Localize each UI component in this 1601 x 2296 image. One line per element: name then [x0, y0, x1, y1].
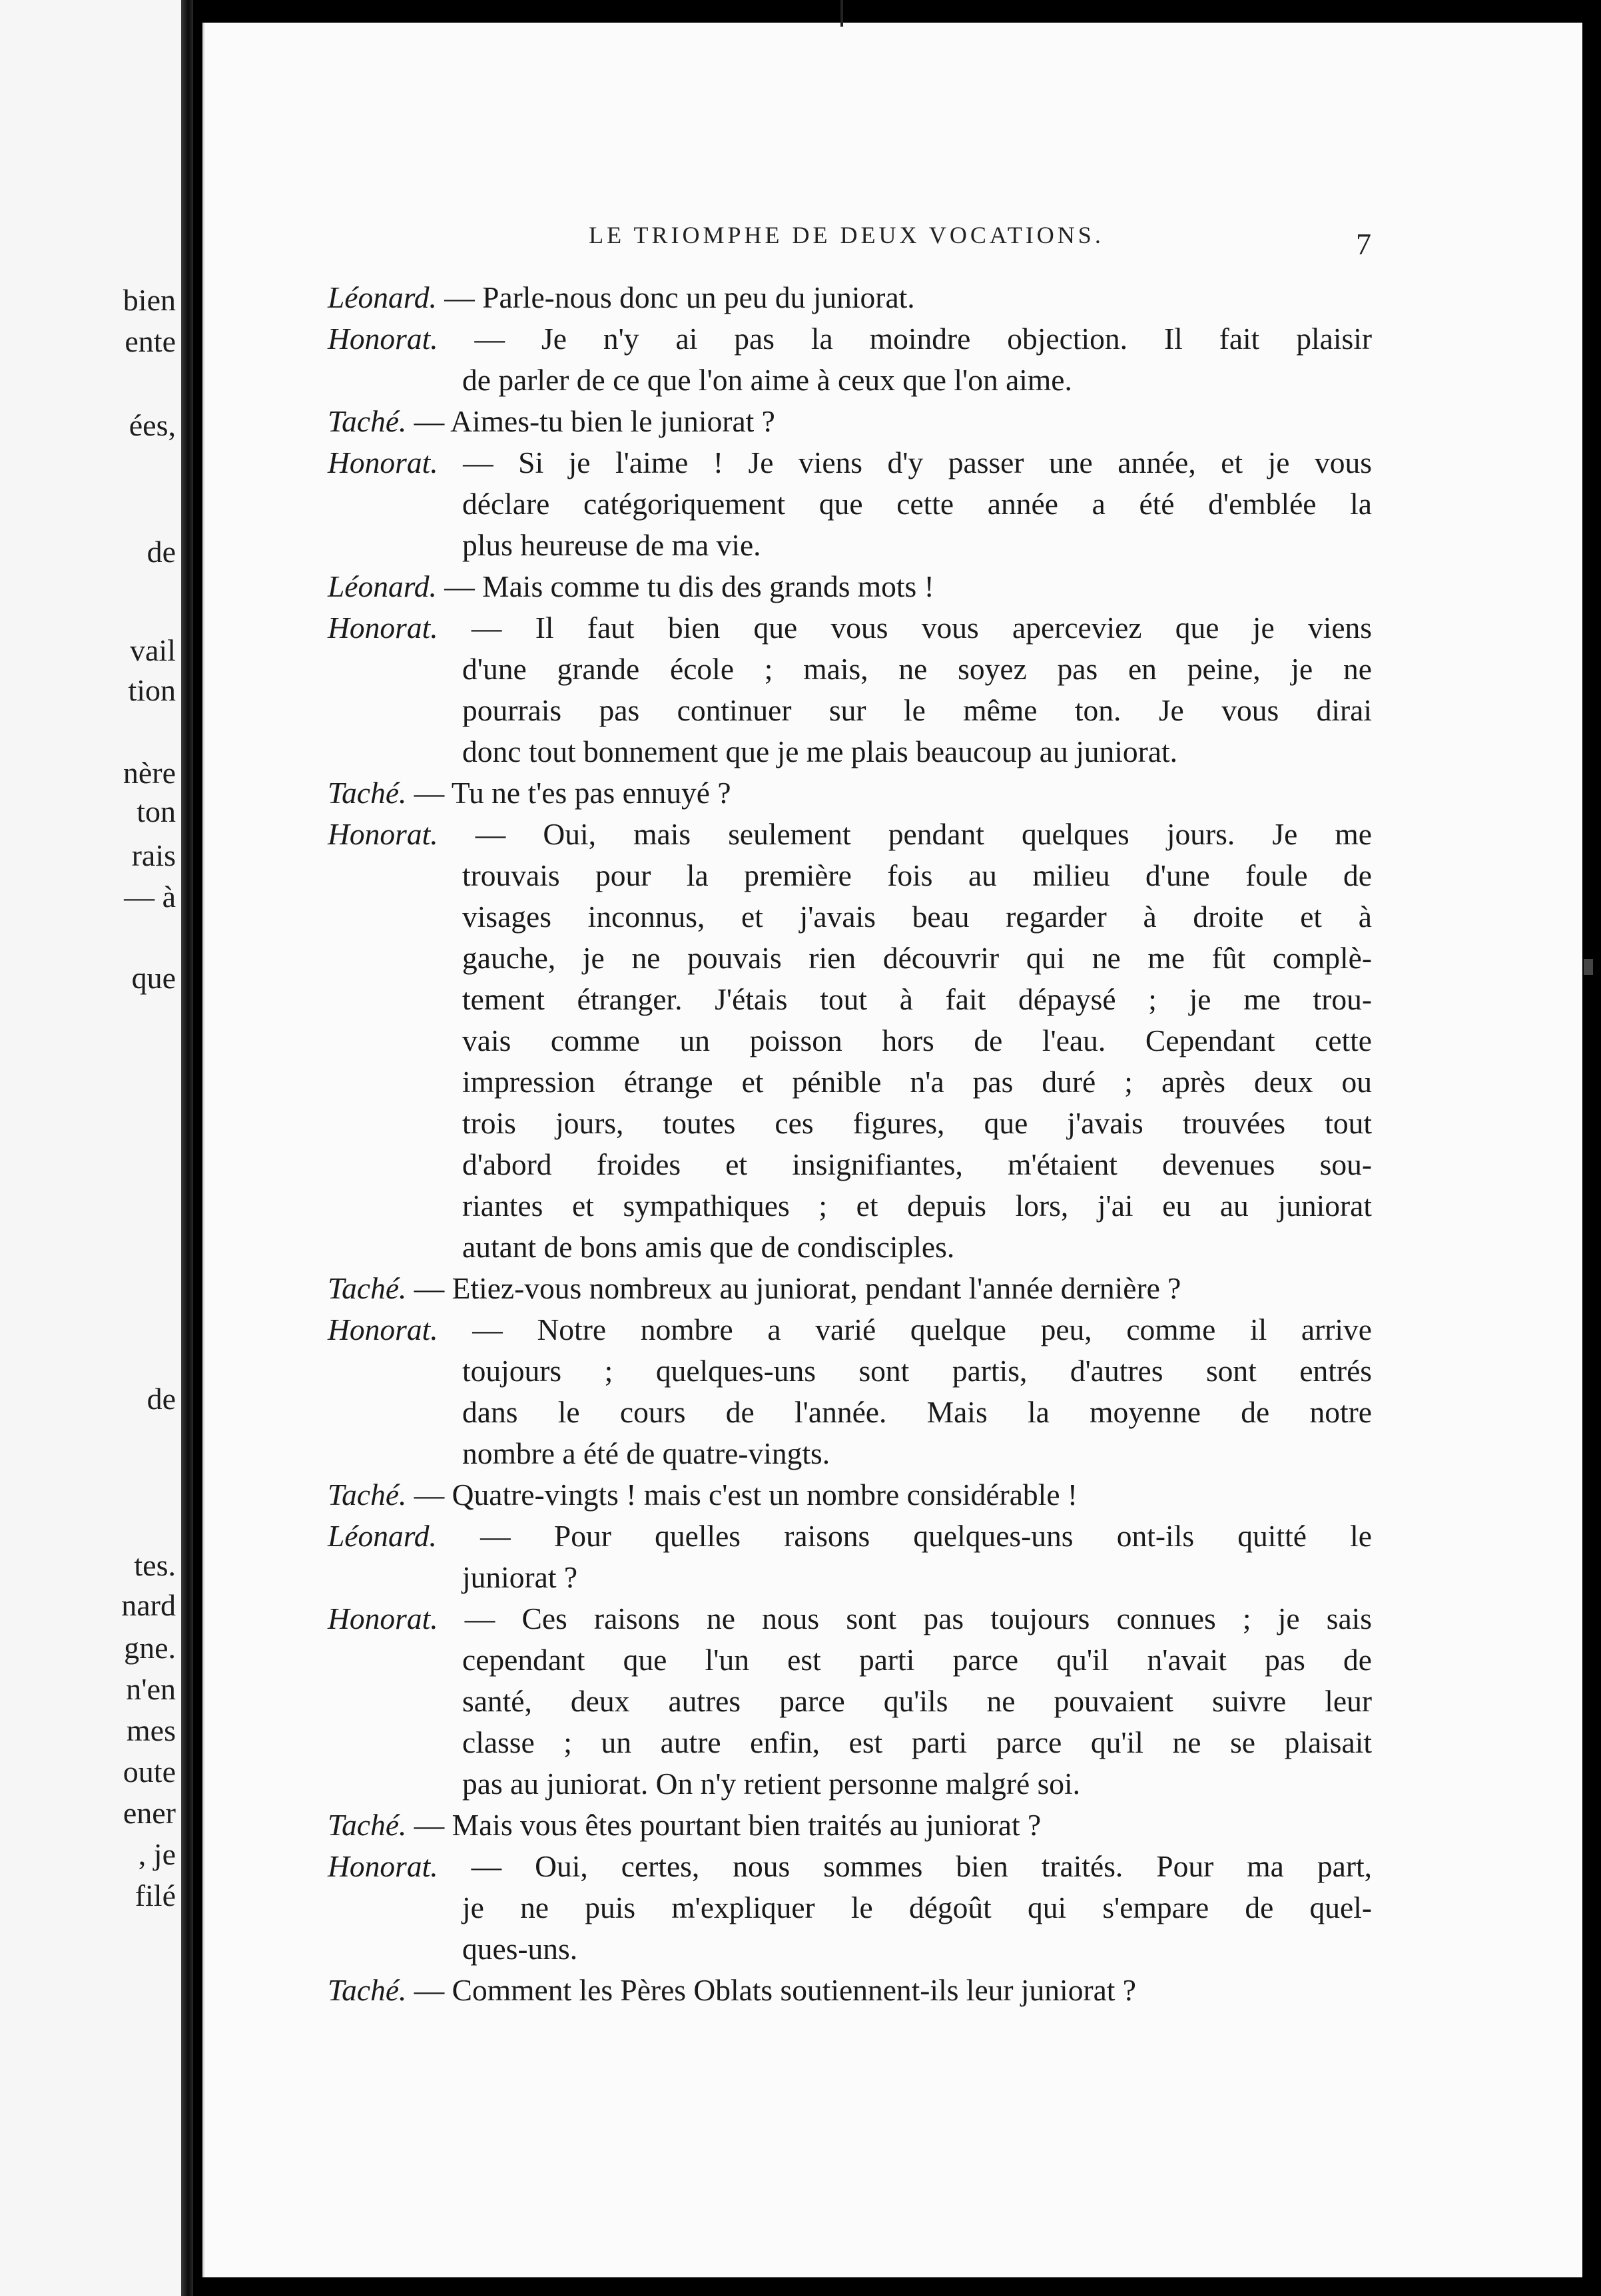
- speech-continuation-line: autant de bons amis que de condisciples.: [462, 1230, 955, 1264]
- speaker-name: Taché.: [328, 404, 407, 438]
- dialogue-turn: [328, 814, 1372, 1268]
- dialogue-turn: [328, 1598, 1372, 1805]
- speech-continuation-line: riantes et sympathiques ; et depuis lors, j'ai eu au juniorat: [462, 1189, 1372, 1223]
- speaker-name: Honorat.: [328, 611, 438, 645]
- left-page-line-fragment: tes.: [134, 1548, 176, 1582]
- dialogue-first-line: [328, 607, 1372, 649]
- speech-continuation-line: visages inconnus, et j'avais beau regarder à droite et à: [462, 900, 1372, 934]
- speaker-name: Taché.: [328, 1271, 407, 1305]
- scan-speck: [1584, 959, 1593, 975]
- speaker-name: Honorat.: [328, 817, 438, 851]
- speech-continuation-line: classe ; un autre enfin, est parti parce qu'il ne se plaisait: [462, 1725, 1372, 1759]
- dialogue-turn: [328, 1805, 1372, 1846]
- speech-continuation-line: pourrais pas continuer sur le même ton. Je vous dirai: [462, 693, 1372, 727]
- left-page-fragment: [0, 0, 188, 2296]
- speech-text: — Oui, mais seulement pendant quelques jours. Je me: [438, 817, 1372, 851]
- left-page-line-fragment: , je: [138, 1837, 176, 1871]
- speaker-name: Léonard.: [328, 280, 437, 314]
- scan-speck: [840, 0, 843, 27]
- dialogue-turn: [328, 442, 1372, 566]
- dialogue-turn: [328, 1474, 1372, 1516]
- dialogue-first-line: [328, 318, 1372, 360]
- speech-continuation-line: plus heureuse de ma vie.: [462, 528, 761, 562]
- speech-text: — Notre nombre a varié quelque peu, comme il arrive: [438, 1312, 1372, 1346]
- speech-text: — Parle-nous donc un peu du juniorat.: [436, 280, 915, 314]
- left-page-line-fragment: de: [147, 1382, 176, 1416]
- left-page-line-fragment: nard: [121, 1588, 176, 1622]
- dialogue-first-line: [328, 1474, 1372, 1516]
- dialogue-turn: [328, 1309, 1372, 1474]
- dialogue-turn: [328, 772, 1372, 814]
- speaker-name: Honorat.: [328, 1849, 438, 1883]
- dialogue-turn: [328, 401, 1372, 442]
- dialogue-turn: [328, 318, 1372, 401]
- speech-continuation-line: santé, deux autres parce qu'ils ne pouvaient suivre leur: [462, 1684, 1372, 1718]
- speech-continuation-line: trois jours, toutes ces figures, que j'avais trouvées tout: [462, 1106, 1372, 1140]
- dialogue-turn: [328, 1268, 1372, 1309]
- left-page-line-fragment: tion: [128, 673, 176, 707]
- left-page-line-fragment: — à: [124, 880, 176, 914]
- dialogue-first-line: [328, 401, 1372, 442]
- speech-text: — Pour quelles raisons quelques-uns ont-ils quitté le: [436, 1519, 1372, 1553]
- left-page-line-fragment: vail: [130, 633, 176, 667]
- left-page-line-fragment: ées,: [129, 408, 176, 442]
- dialogue-first-line: [328, 277, 1372, 318]
- left-page-line-fragment: n'en: [126, 1672, 176, 1706]
- dialogue-turn: [328, 1970, 1372, 2011]
- left-page-line-fragment: ton: [137, 794, 176, 828]
- speaker-name: Léonard.: [328, 1519, 437, 1553]
- speech-continuation-line: toujours ; quelques-uns sont partis, d'autres sont entrés: [462, 1354, 1372, 1388]
- speaker-name: Honorat.: [328, 1312, 438, 1346]
- speech-continuation-line: impression étrange et pénible n'a pas duré ; après deux ou: [462, 1065, 1372, 1099]
- speech-continuation-line: trouvais pour la première fois au milieu d'une foule de: [462, 858, 1372, 892]
- speaker-name: Honorat.: [328, 1601, 438, 1635]
- dialogue-first-line: [328, 1598, 1372, 1639]
- left-page-line-fragment: que: [131, 961, 176, 995]
- speech-text: — Quatre-vingts ! mais c'est un nombre considérable !: [406, 1478, 1078, 1512]
- dialogue-turn: [328, 277, 1372, 318]
- dialogue-first-line: [328, 1268, 1372, 1309]
- speech-continuation-line: déclare catégoriquement que cette année a été d'emblée la: [462, 487, 1372, 521]
- speech-text: — Mais vous êtes pourtant bien traités au juniorat ?: [406, 1808, 1042, 1842]
- left-page-line-fragment: gne.: [124, 1631, 176, 1665]
- left-page-line-fragment: de: [147, 535, 176, 569]
- speech-continuation-line: dans le cours de l'année. Mais la moyenne de notre: [462, 1395, 1372, 1429]
- speech-text: — Oui, certes, nous sommes bien traités. Pour ma part,: [438, 1849, 1372, 1883]
- speaker-name: Léonard.: [328, 569, 437, 603]
- speech-text: — Aimes-tu bien le juniorat ?: [406, 404, 775, 438]
- dialogue-turn: [328, 566, 1372, 607]
- book-gutter: [181, 0, 193, 2296]
- dialogue-first-line: [328, 566, 1372, 607]
- scan-border: [1582, 23, 1601, 2277]
- speech-continuation-line: juniorat ?: [462, 1560, 578, 1594]
- left-page-line-fragment: bien: [123, 283, 176, 317]
- speaker-name: Taché.: [328, 1808, 407, 1842]
- left-page-line-fragment: ente: [125, 324, 176, 358]
- left-page-line-fragment: filé: [135, 1878, 176, 1912]
- page-number: 7: [1356, 227, 1371, 261]
- speech-text: — Tu ne t'es pas ennuyé ?: [406, 776, 731, 810]
- speaker-name: Honorat.: [328, 322, 438, 356]
- dialogue-first-line: [328, 1846, 1372, 1887]
- speaker-name: Taché.: [328, 1973, 407, 2007]
- left-page-line-fragment: mes: [126, 1713, 176, 1747]
- speech-continuation-line: donc tout bonnement que je me plais beaucoup au juniorat.: [462, 734, 1178, 768]
- speech-continuation-line: de parler de ce que l'on aime à ceux que l'on aime.: [462, 363, 1072, 397]
- speaker-name: Taché.: [328, 776, 407, 810]
- dialogue-first-line: [328, 1309, 1372, 1350]
- speech-text: — Si je l'aime ! Je viens d'y passer une année, et je vous: [438, 445, 1372, 479]
- speech-continuation-line: gauche, je ne pouvais rien découvrir qui ne me fût complè-: [462, 941, 1372, 975]
- dialogue-turn: [328, 607, 1372, 772]
- dialogue-first-line: [328, 772, 1372, 814]
- speech-continuation-line: ques-uns.: [462, 1932, 578, 1966]
- speech-continuation-line: je ne puis m'expliquer le dégoût qui s'empare de quel-: [462, 1890, 1372, 1924]
- speaker-name: Honorat.: [328, 445, 438, 479]
- speech-continuation-line: cependant que l'un est parti parce qu'il n'avait pas de: [462, 1643, 1372, 1677]
- dialogue-turn: [328, 1846, 1372, 1970]
- left-page-line-fragment: ener: [123, 1796, 176, 1830]
- speech-continuation-line: d'une grande école ; mais, ne soyez pas en peine, je ne: [462, 652, 1372, 686]
- dialogue-first-line: [328, 1970, 1372, 2011]
- running-title: LE TRIOMPHE DE DEUX VOCATIONS.: [589, 222, 1104, 248]
- left-page-line-fragment: rais: [131, 838, 176, 872]
- dialogue-first-line: [328, 442, 1372, 483]
- speech-continuation-line: pas au juniorat. On n'y retient personne malgré soi.: [462, 1767, 1081, 1801]
- speaker-name: Taché.: [328, 1478, 407, 1512]
- dialogue-turn: [328, 1516, 1372, 1598]
- speech-continuation-line: tement étranger. J'étais tout à fait dépaysé ; je me trou-: [462, 982, 1372, 1016]
- dialogue-first-line: [328, 814, 1372, 855]
- left-page-line-fragment: nère: [123, 756, 176, 790]
- speech-text: — Comment les Pères Oblats soutiennent-ils leur juniorat ?: [406, 1973, 1137, 2007]
- left-page-line-fragment: oute: [123, 1755, 176, 1789]
- dialogue-first-line: [328, 1516, 1372, 1557]
- speech-text: — Etiez-vous nombreux au juniorat, pendant l'année dernière ?: [406, 1271, 1181, 1305]
- speech-continuation-line: vais comme un poisson hors de l'eau. Cependant cette: [462, 1023, 1372, 1057]
- speech-continuation-line: d'abord froides et insignifiantes, m'étaient devenues sou-: [462, 1147, 1372, 1181]
- dialogue-first-line: [328, 1805, 1372, 1846]
- speech-text: — Je n'y ai pas la moindre objection. Il fait plaisir: [438, 322, 1372, 356]
- speech-text: — Ces raisons ne nous sont pas toujours connues ; je sais: [438, 1601, 1372, 1635]
- speech-text: — Il faut bien que vous vous aperceviez que je viens: [438, 611, 1372, 645]
- speech-text: — Mais comme tu dis des grands mots !: [436, 569, 934, 603]
- speech-continuation-line: nombre a été de quatre-vingts.: [462, 1436, 830, 1470]
